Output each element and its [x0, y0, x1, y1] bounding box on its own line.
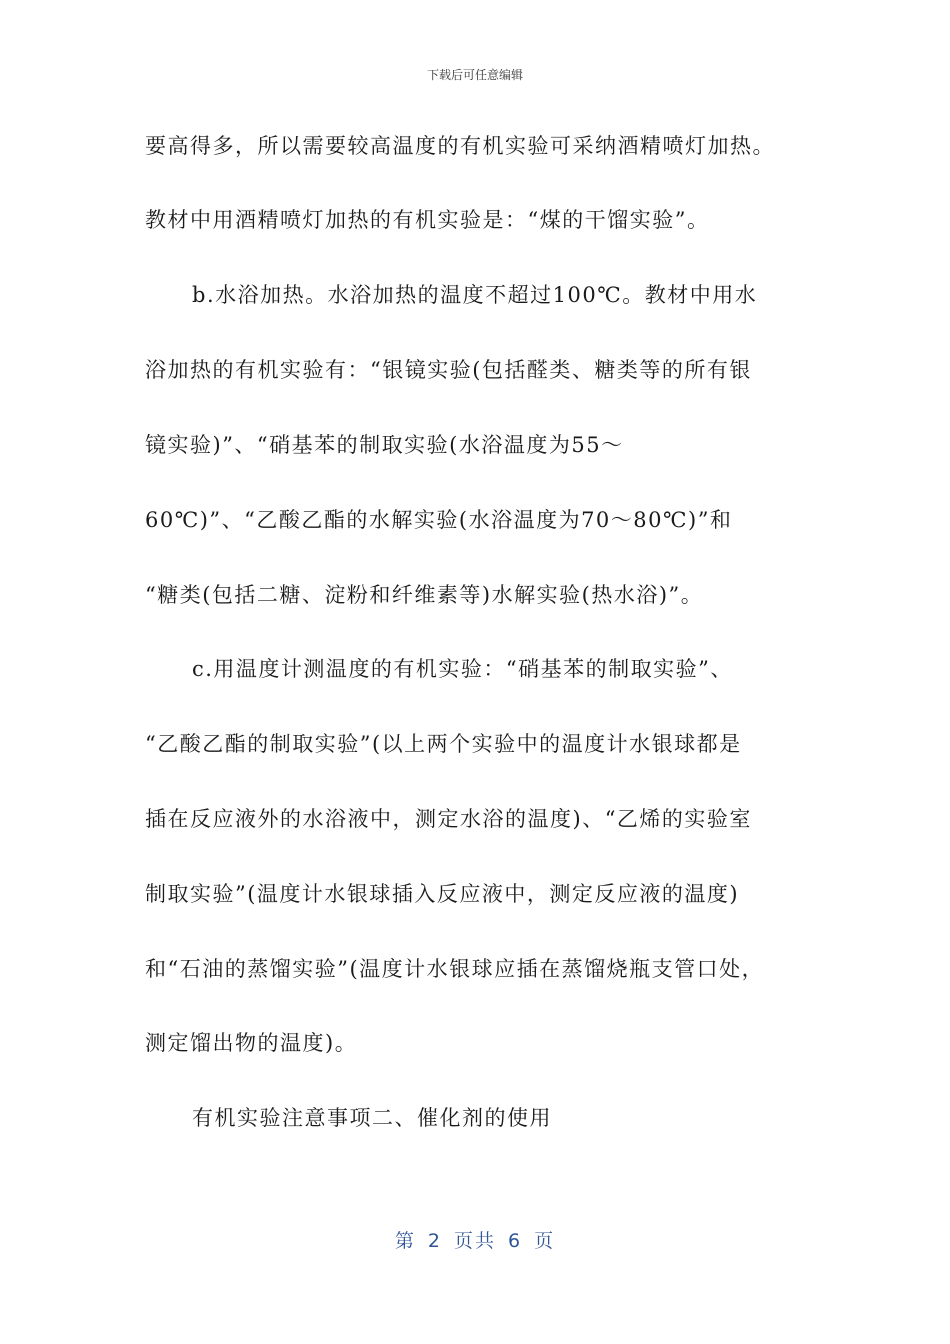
body-line-9: “乙酸乙酯的制取实验”(以上两个实验中的温度计水银球都是 — [145, 732, 742, 756]
body-line-4: 浴加热的有机实验有：“银镜实验(包括醛类、糖类等的所有银 — [145, 358, 752, 382]
body-line-2: 教材中用酒精喷灯加热的有机实验是：“煤的干馏实验”。 — [145, 208, 710, 232]
body-line-5: 镜实验)”、“硝基苯的制取实验(水浴温度为55～ — [145, 433, 624, 457]
body-line-8: c.用温度计测温度的有机实验：“硝基苯的制取实验”、 — [192, 657, 733, 681]
page-prefix: 第 — [394, 1230, 416, 1252]
page-number: 2 — [427, 1230, 442, 1252]
body-line-12: 和“石油的蒸馏实验”(温度计水银球应插在蒸馏烧瓶支管口处， — [145, 957, 765, 981]
body-line-10: 插在反应液外的水浴液中，测定水浴的温度)、“乙烯的实验室 — [145, 807, 752, 831]
body-line-6: 60℃)”、“乙酸乙酯的水解实验(水浴温度为70～80℃)”和 — [145, 508, 733, 532]
page-middle: 页共 — [453, 1230, 496, 1252]
body-line-3: b.水浴加热。水浴加热的温度不超过100℃。教材中用水 — [192, 283, 758, 307]
body-line-11: 制取实验”(温度计水银球插入反应液中，测定反应液的温度) — [145, 882, 740, 906]
page-footer — [0, 1226, 950, 1253]
page-suffix: 页 — [534, 1230, 556, 1252]
body-line-13: 测定馏出物的温度)。 — [145, 1031, 358, 1055]
body-line-7: “糖类(包括二糖、淀粉和纤维素等)水解实验(热水浴)”。 — [145, 583, 704, 607]
body-line-1: 要高得多，所以需要较高温度的有机实验可采纳酒精喷灯加热。 — [145, 134, 775, 158]
page-total: 6 — [508, 1230, 523, 1252]
header-note: 下载后可任意编辑 — [426, 68, 523, 82]
section-heading: 有机实验注意事项二、催化剂的使用 — [192, 1106, 552, 1130]
